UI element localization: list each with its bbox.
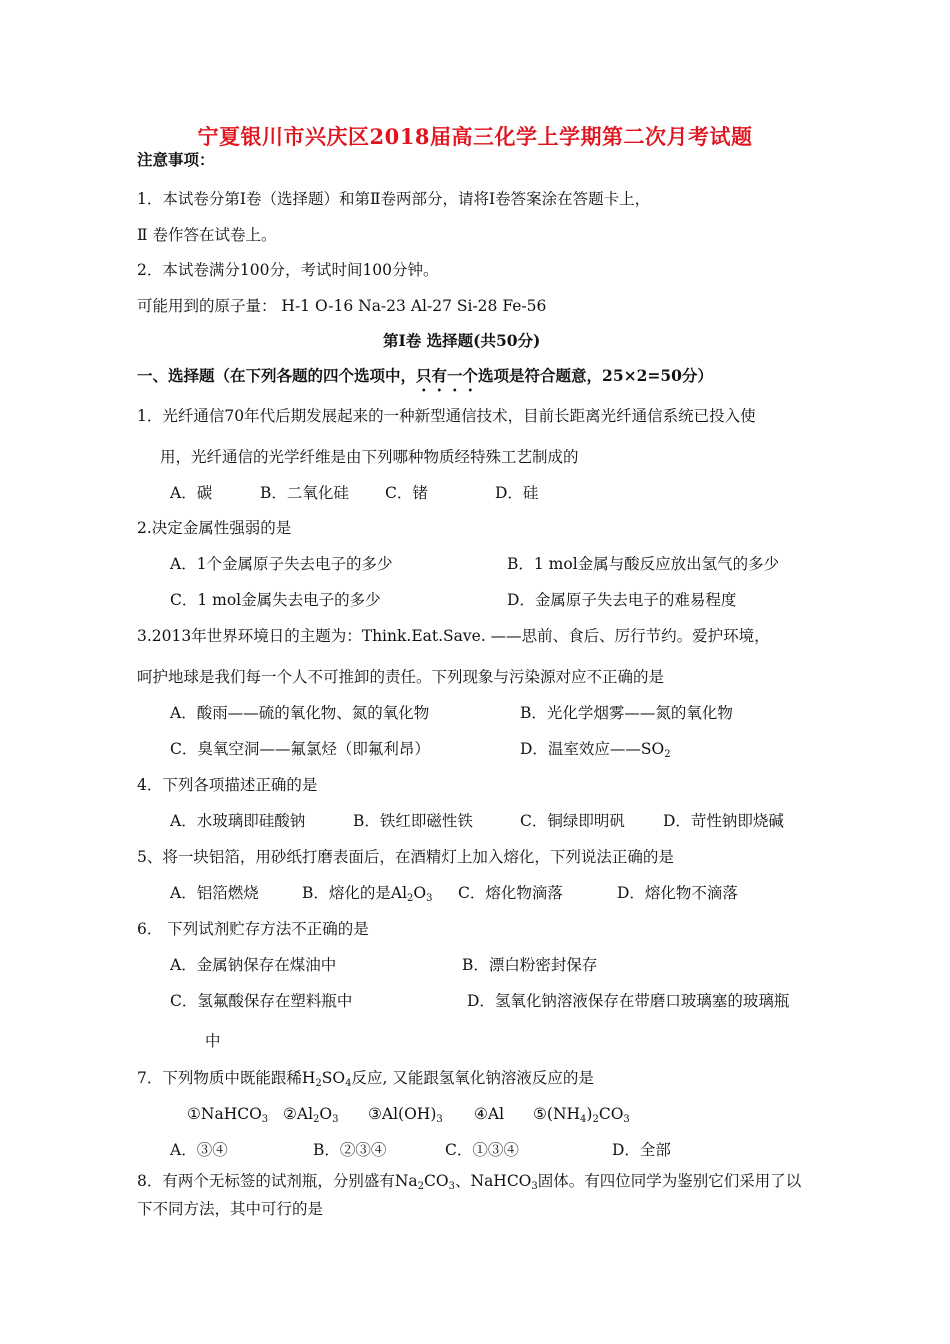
section-instruction: 一、选择题（在下列各题的四个选项中，只有一个选项是符合题意，25×2=50分） (137, 366, 713, 385)
question-3-option-a: A．酸雨——硫的氧化物、氮的氧化物 (170, 704, 430, 722)
question-7-option-b: B．②③④ (313, 1141, 387, 1159)
question-3-option-c: C．臭氧空洞——氟氯烃（即氟利昂） (170, 740, 430, 758)
question-7-item-1: ①NaHCO$_3$ (187, 1105, 269, 1125)
question-5-option-a: A．铝箔燃烧 (170, 884, 259, 902)
atomic-masses: 可能用到的原子量： H-1 O-16 Na-23 Al-27 Si-28 Fe-56 (137, 297, 547, 315)
question-3-stem-line-1: 3.2013年世界环境日的主题为：Think.Eat.Save. ——思前、食后、厉行节约。爱护环境， (137, 627, 770, 645)
question-4-stem: 4．下列各项描述正确的是 (137, 776, 318, 794)
question-3-option-b: B．光化学烟雾——氮的氧化物 (520, 704, 733, 722)
question-3-option-d: D．温室效应$——SO_2$ (520, 740, 671, 760)
notice-line-3: 2．本试卷满分100分，考试时间100分钟。 (137, 261, 439, 279)
question-7-stem: 7．下列物质中既能跟稀$H_2SO_4$反应, 又能跟氢氧化钠溶液反应的是 (137, 1069, 594, 1089)
notice-line-2: Ⅱ 卷作答在试卷上。 (137, 226, 277, 244)
question-6-stem: 6． 下列试剂贮存方法不正确的是 (137, 920, 369, 938)
question-1-stem-line-1: 1．光纤通信70年代后期发展起来的一种新型通信技术，目前长距离光纤通信系统已投入使 (137, 407, 756, 425)
notice-heading: 注意事项： (137, 150, 215, 169)
question-2-option-b: B．1 mol金属与酸反应放出氢气的多少 (507, 555, 780, 573)
question-7-item-4: ④Al (474, 1105, 505, 1123)
question-2-stem: 2.决定金属性强弱的是 (137, 519, 292, 537)
question-7-option-a: A．③④ (170, 1141, 228, 1159)
question-6-option-d-line-1: D．氢氧化钠溶液保存在带磨口玻璃塞的玻璃瓶 (467, 992, 790, 1010)
section-heading: 第Ⅰ卷 选择题(共50分) (383, 331, 541, 350)
question-4-option-b: B．铁红即磁性铁 (353, 812, 473, 830)
question-4-option-a: A．水玻璃即硅酸钠 (170, 812, 306, 830)
question-4-option-c: C．铜绿即明矾 (520, 812, 625, 830)
question-7-option-d: D．全部 (612, 1141, 671, 1159)
question-1-option-d: D．硅 (495, 484, 539, 502)
question-2-option-d: D．金属原子失去电子的难易程度 (507, 591, 737, 609)
question-1-option-a: A．碳 (170, 484, 213, 502)
question-7-item-5: $⑤(NH_4)_2CO_3$ (533, 1105, 630, 1125)
page-title: 宁夏银川市兴庆区2018届高三化学上学期第二次月考试题 (197, 124, 753, 149)
notice-line-1: 1．本试卷分第Ⅰ卷（选择题）和第Ⅱ卷两部分，请将Ⅰ卷答案涂在答题卡上， (137, 190, 651, 208)
question-7-item-2: $②Al_2O_3$ (283, 1105, 339, 1125)
question-1-option-c: C．锗 (385, 484, 428, 502)
question-2-option-c: C．1 mol金属失去电子的多少 (170, 591, 381, 609)
question-1-option-b: B．二氧化硅 (260, 484, 349, 502)
question-6-option-c: C．氢氟酸保存在塑料瓶中 (170, 992, 353, 1010)
question-3-stem-line-2: 呵护地球是我们每一个人不可推卸的责任。下列现象与污染源对应不正确的是 (137, 668, 665, 686)
question-2-option-a: A．1个金属原子失去电子的多少 (170, 555, 393, 573)
question-5-option-d: D．熔化物不滴落 (617, 884, 738, 902)
question-5-option-c: C．熔化物滴落 (458, 884, 563, 902)
question-8-stem-line-2: 下不同方法，其中可行的是 (137, 1200, 324, 1218)
question-6-option-a: A．金属钠保存在煤油中 (170, 956, 337, 974)
question-4-option-d: D．苛性钠即烧碱 (663, 812, 784, 830)
question-6-option-d-line-2: 中 (205, 1032, 221, 1050)
question-5-option-b: B．熔化的是$Al_2O_3$ (302, 884, 433, 904)
question-8-stem-line-1: 8．有两个无标签的试剂瓶，分别盛有$Na_2CO_3$、NaHCO$_3$固体。有四位同学为鉴别它们采用了以 (137, 1172, 802, 1192)
question-7-option-c: C．①③④ (445, 1141, 519, 1159)
question-7-item-3: $③Al(OH)_3$ (368, 1105, 443, 1125)
question-1-stem-line-2: 用，光纤通信的光学纤维是由下列哪种物质经特殊工艺制成的 (160, 448, 579, 466)
question-5-stem: 5、将一块铝箔，用砂纸打磨表面后，在酒精灯上加入熔化，下列说法正确的是 (137, 848, 674, 866)
emphasis-text: 只有一个 (416, 366, 479, 385)
question-6-option-b: B．漂白粉密封保存 (462, 956, 598, 974)
